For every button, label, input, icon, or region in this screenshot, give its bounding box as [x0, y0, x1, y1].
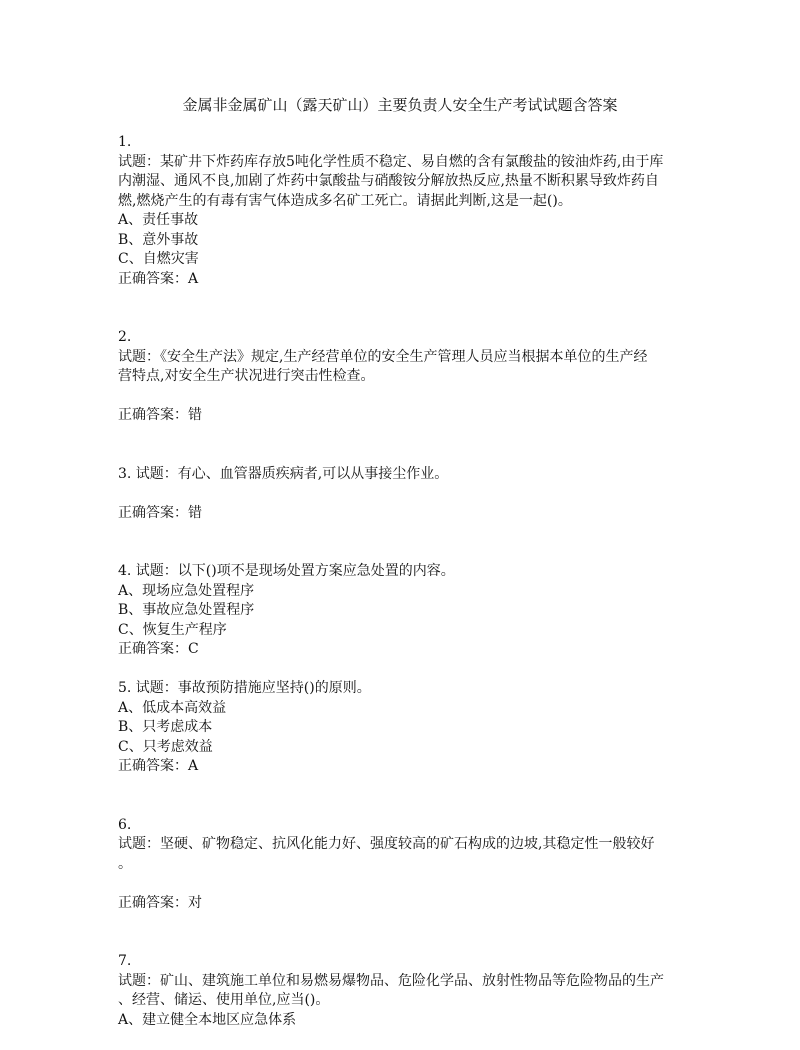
option-a: A、建立健全本地区应急体系 — [118, 1011, 297, 1028]
option-c: C、自燃灾害 — [118, 251, 199, 267]
question-2 — [118, 328, 688, 445]
option-b: B、只考虑成本 — [118, 719, 213, 735]
question-text-line: 燃,燃烧产生的有毒有害气体造成多名矿工死亡。请据此判断,这是一起()。 — [118, 192, 572, 209]
question-text-line: 内潮湿、通风不良,加剧了炸药中氯酸盐与硝酸铵分解放热反应,热量不断积累导致炸药自 — [118, 173, 659, 189]
option-b: B、事故应急处置程序 — [118, 602, 255, 618]
option-a: A、现场应急处置程序 — [118, 582, 255, 599]
question-text-line: 试题：某矿井下炸药库存放5吨化学性质不稳定、易自燃的含有氯酸盐的铵油炸药,由于库 — [118, 153, 664, 170]
option-a: A、责任事故 — [118, 212, 199, 228]
question-text-line: 5. 试题：事故预防措施应坚持()的原则。 — [118, 680, 371, 696]
question-text-line: 3. 试题：有心、血管器质疾病者,可以从事接尘作业。 — [118, 465, 449, 482]
question-text-line: 营特点,对安全生产状况进行突击性检查。 — [118, 368, 375, 384]
option-b: B、意外事故 — [118, 231, 199, 248]
question-number: 6. — [118, 816, 132, 833]
answer-line: 正确答案：错 — [118, 504, 202, 521]
question-text-line: 、经营、储运、使用单位,应当()。 — [118, 992, 330, 1008]
question-5 — [118, 679, 688, 796]
answer-line: 正确答案：A — [118, 758, 199, 774]
option-c: C、恢复生产程序 — [118, 621, 227, 638]
question-text-line: 试题：矿山、建筑施工单位和易燃易爆物品、危险化学品、放射性物品等危险物品的生产 — [118, 972, 664, 989]
question-text-line: 试题：《安全生产法》规定,生产经营单位的安全生产管理人员应当根据本单位的生产经 — [118, 348, 648, 365]
question-3 — [118, 465, 688, 543]
question-text-line: 。 — [118, 855, 132, 872]
question-number: 7. — [118, 953, 132, 969]
question-1 — [118, 133, 688, 309]
question-number: 2. — [118, 329, 132, 345]
question-text-line: 4. 试题：以下()项不是现场处置方案应急处置的内容。 — [118, 563, 455, 579]
question-text-line: 试题：坚硬、矿物稳定、抗风化能力好、强度较高的矿石构成的边坡,其稳定性一般较好 — [118, 836, 655, 852]
answer-line: 正确答案：C — [118, 641, 199, 657]
question-6 — [118, 816, 688, 933]
question-list — [118, 133, 688, 1050]
answer-line: 正确答案：错 — [118, 407, 202, 423]
answer-line: 正确答案：A — [118, 270, 199, 287]
question-number: 1. — [118, 134, 132, 150]
question-7 — [118, 952, 688, 1030]
question-4 — [118, 562, 688, 660]
option-a: A、低成本高效益 — [118, 699, 227, 716]
document-title: 金属非金属矿山（露天矿山）主要负责人安全生产考试试题含答案 — [182, 96, 618, 114]
option-c: C、只考虑效益 — [118, 738, 213, 755]
answer-line: 正确答案：对 — [118, 894, 202, 911]
